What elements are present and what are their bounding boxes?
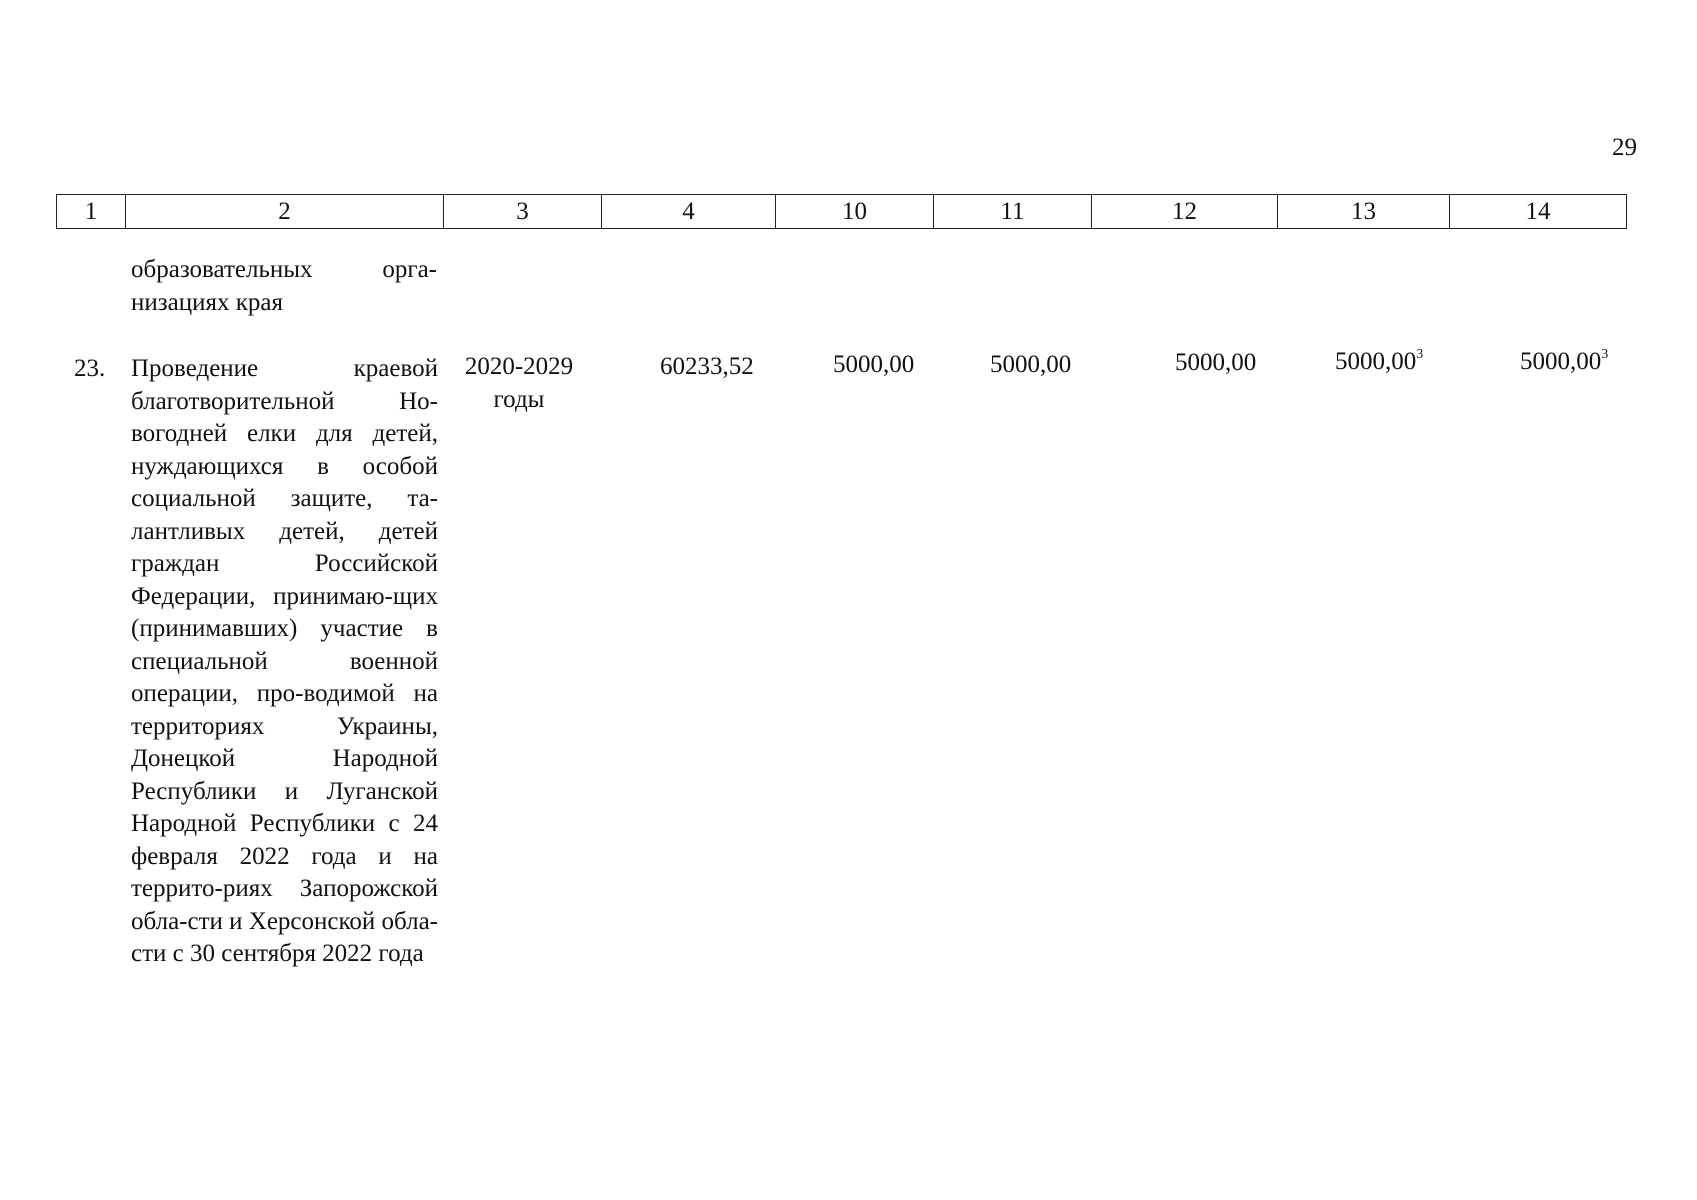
cell-col-14-value: 5000,00 — [1520, 348, 1602, 375]
header-col-12: 12 — [1092, 195, 1278, 229]
header-col-3: 3 — [444, 195, 602, 229]
cell-col-12: 5000,00 — [1175, 349, 1257, 376]
row-description: Проведение краевой благотворительной Но-вогодней елки для детей, нуждающихся в особой социальной защите, та-лантливых детей, детей граждан Российской Федерации, принимаю-щих (принимавших) участие в специальной военной операции, про-водимой на территориях Украины, Донецкой Народной Республики и Луганской Народной Республики с 24 февраля 2022 года и на террито-риях Запорожской обла-сти и Херсонской обла-сти с 30 сентября 2022 года — [131, 355, 438, 967]
header-col-2: 2 — [126, 195, 444, 229]
row-period-label: годы — [493, 385, 545, 413]
header-col-11: 11 — [934, 195, 1092, 229]
page-number: 29 — [1612, 134, 1637, 161]
header-col-13: 13 — [1278, 195, 1450, 229]
cell-col-13-footnote: 3 — [1416, 347, 1424, 362]
header-col-4: 4 — [602, 195, 776, 229]
cell-col-10: 5000,00 — [833, 351, 915, 378]
cell-col-14-footnote: 3 — [1601, 347, 1609, 362]
row-period-years: 2020-2029 — [464, 353, 574, 380]
header-row — [57, 195, 1627, 229]
row-period — [450, 351, 588, 416]
cell-col-13 — [1335, 346, 1423, 379]
cell-col-11: 5000,00 — [990, 351, 1072, 378]
header-col-1: 1 — [57, 195, 126, 229]
cell-col-4: 60233,52 — [660, 353, 754, 380]
row-number: 23. — [74, 355, 106, 382]
cell-col-14 — [1520, 346, 1608, 379]
cell-col-13-value: 5000,00 — [1335, 348, 1417, 375]
continuation-text: образовательных орга-низациях края — [131, 256, 437, 316]
column-number-header — [56, 194, 1627, 229]
header-col-10: 10 — [776, 195, 934, 229]
header-col-14: 14 — [1450, 195, 1627, 229]
